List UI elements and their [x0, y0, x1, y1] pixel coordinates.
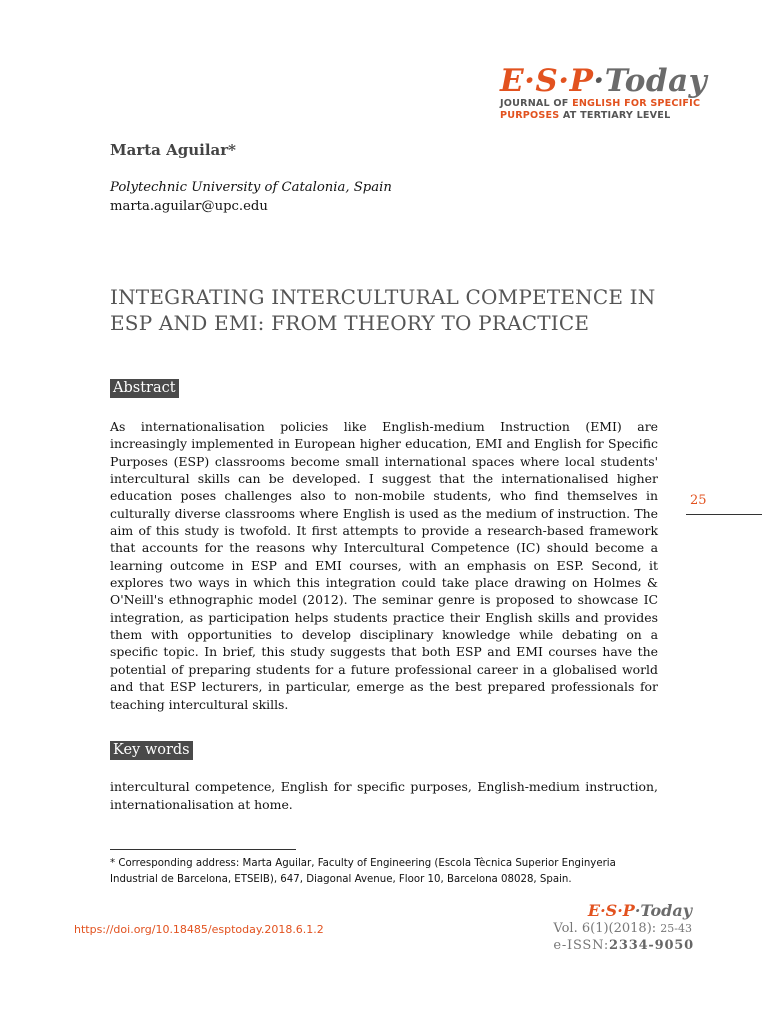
- page-number-rule: [686, 514, 762, 515]
- logo-subtitle-line2: PURPOSES AT TERTIARY LEVEL: [500, 110, 671, 121]
- title-line-2: ESP AND EMI: FROM THEORY TO PRACTICE: [110, 311, 590, 335]
- author-email[interactable]: marta.aguilar@upc.edu: [110, 199, 268, 214]
- article-title: [110, 284, 670, 336]
- keywords-text: intercultural competence, English for specific purposes, English-medium instruction, internationalisation at home.: [110, 779, 658, 812]
- volume-info: Vol. 6(1)(2018): 25-43: [553, 921, 692, 936]
- page-number: 25: [690, 493, 707, 508]
- abstract-text: As internationalisation policies like English-medium Instruction (EMI) are increasingly implemented in European higher education, EMI and English for Specific Purposes (ESP) classrooms become small international spaces where local students' intercultural skills can be developed. I suggest that the internationalised higher education poses challenges also to non-mobile students, who find themselves in culturally diverse classrooms where English is used as the medium of instruction. The aim of this study is twofold. It first attempts to provide a research-based framework that accounts for the reasons why Intercultural Competence (IC) should become a learning outcome in ESP and EMI courses, with an emphasis on ESP. Second, it explores two ways in which this integration could take place drawing on Holmes & O'Neill's ethnographic model (2012). The seminar genre is proposed to showcase IC integration, as participation helps students practice their English skills and provides them with opportunities to develop disciplinary knowledge while debating on a specific topic. In brief, this study suggests that both ESP and EMI courses have the potential of preparing students for a future professional career in a globalised world and that ESP lecturers, in particular, emerge as the best prepared professionals for teaching intercultural skills.: [110, 419, 658, 712]
- author-name: Marta Aguilar*: [110, 141, 236, 159]
- keywords-heading: Key words: [110, 741, 193, 760]
- footnote-divider: [110, 849, 296, 850]
- journal-logo: [500, 63, 708, 122]
- issn-info: e-ISSN:2334-9050: [553, 938, 694, 953]
- footer-logo: E·S·P·Today: [587, 901, 692, 920]
- doi-link[interactable]: https://doi.org/10.18485/esptoday.2018.6.1.2: [74, 923, 324, 936]
- author-affiliation: Polytechnic University of Catalonia, Spain: [110, 180, 392, 195]
- logo-subtitle-line1: JOURNAL OF ENGLISH FOR SPECIFIC: [500, 98, 701, 109]
- footnote-text: * Corresponding address: Marta Aguilar, Faculty of Engineering (Escola Tècnica Superior Enginyeria Industrial de Barcelona, ETSEIB), 647, Diagonal Avenue, Floor 10, Barcelona 08028, Spain.: [110, 858, 616, 885]
- logo-wordmark: E·S·P·Today: [500, 63, 708, 99]
- title-line-1: INTEGRATING INTERCULTURAL COMPETENCE IN: [110, 285, 656, 309]
- abstract-heading: Abstract: [110, 379, 179, 398]
